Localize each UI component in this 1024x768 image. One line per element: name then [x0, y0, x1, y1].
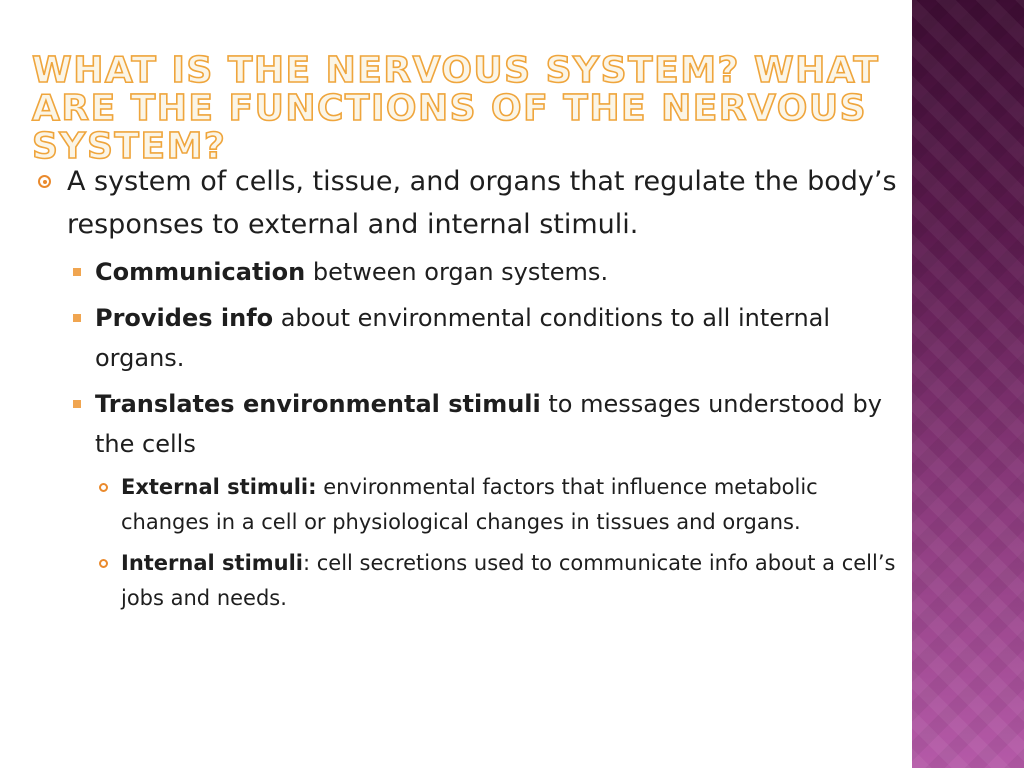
ring-bullet-icon [99, 559, 108, 568]
sub-bullet-text: between organ systems. [305, 258, 609, 286]
sub-bullet-communication [36, 252, 906, 292]
slide-content [36, 160, 906, 616]
sub-sub-bullet-term: External stimuli: [121, 475, 317, 499]
square-bullet-icon [73, 314, 81, 322]
sub-bullet-translates [36, 384, 906, 464]
sub-bullet-term: Communication [95, 258, 306, 286]
sub-sub-bullet-internal [36, 546, 906, 616]
sub-sub-bullet-text: : cell secretions used to communicate info about a cell’s jobs and needs. [121, 551, 896, 610]
main-bullet-text: A system of cells, tissue, and organs that regulate the body’s responses to external and internal stimuli. [67, 166, 897, 240]
circle-bullet-icon [38, 175, 51, 188]
sub-bullet-term: Translates environmental stimuli [95, 390, 541, 418]
sub-bullet-provides-info [36, 298, 906, 378]
square-bullet-icon [73, 268, 81, 276]
sub-bullet-term: Provides info [95, 304, 274, 332]
sub-sub-bullet-term: Internal stimuli [121, 551, 303, 575]
ring-bullet-icon [99, 483, 108, 492]
sub-sub-bullet-external [36, 470, 906, 540]
sub-bullet-text: to messages understood by the cells [95, 390, 882, 458]
square-bullet-icon [73, 400, 81, 408]
sub-bullet-text: about environmental conditions to all internal organs. [95, 304, 831, 372]
slide-title: WHAT IS THE NERVOUS SYSTEM? WHAT ARE THE FUNCTIONS OF THE NERVOUS SYSTEM? [32, 50, 880, 167]
main-bullet [36, 160, 906, 246]
sub-sub-bullet-text: environmental factors that influence metabolic changes in a cell or physiological changes in tissues and organs. [121, 475, 818, 534]
